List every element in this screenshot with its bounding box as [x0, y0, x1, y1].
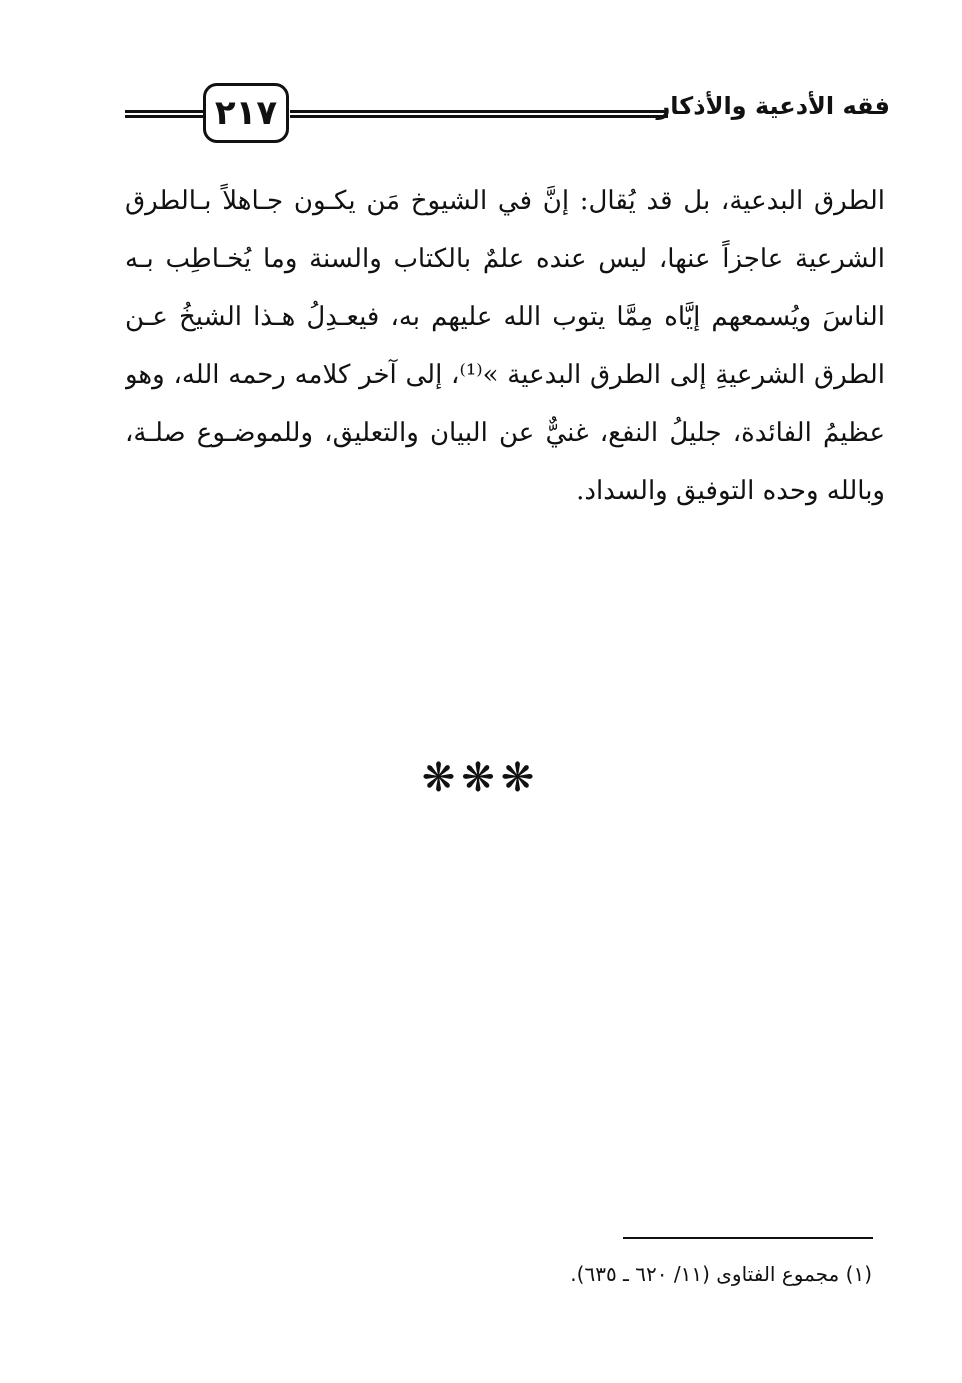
body-line: الطرق البدعية، بل قد يُقال: إنَّ في الشيوخ مَن يكـون جـاهلاً بـالطرق [125, 186, 885, 216]
section-separator: ❋❋❋ [421, 755, 541, 801]
running-title: فقه الأدعية والأذكار [656, 92, 890, 120]
page-number: ٢١٧ [203, 83, 289, 143]
body-line: الطرق الشرعيةِ إلى الطرق البدعية »⁽¹⁾، إلى آخر كلامه رحمه الله، وهو [125, 360, 885, 390]
body-line: الناسَ ويُسمعهم إيَّاه مِمَّا يتوب الله عليهم به، فيعـدِلُ هـذا الشيخُ عـن [125, 302, 885, 332]
header-rule-right [290, 110, 668, 118]
body-line: الشرعية عاجزاً عنها، ليس عنده علمٌ بالكتاب والسنة وما يُخـاطِب بـه [125, 244, 885, 274]
footnote-rule [623, 1237, 873, 1239]
body-line: عظيمُ الفائدة، جليلُ النفع، غنيٌّ عن البيان والتعليق، وللموضـوع صلـة، [125, 418, 885, 448]
body-text [125, 172, 885, 520]
header-rule-left [125, 110, 205, 118]
footnote: (١) مجموع الفتاوى (١١/ ٦٢٠ ـ ٦٣٥). [570, 1262, 872, 1286]
body-line: وبالله وحده التوفيق والسداد. [576, 476, 885, 506]
